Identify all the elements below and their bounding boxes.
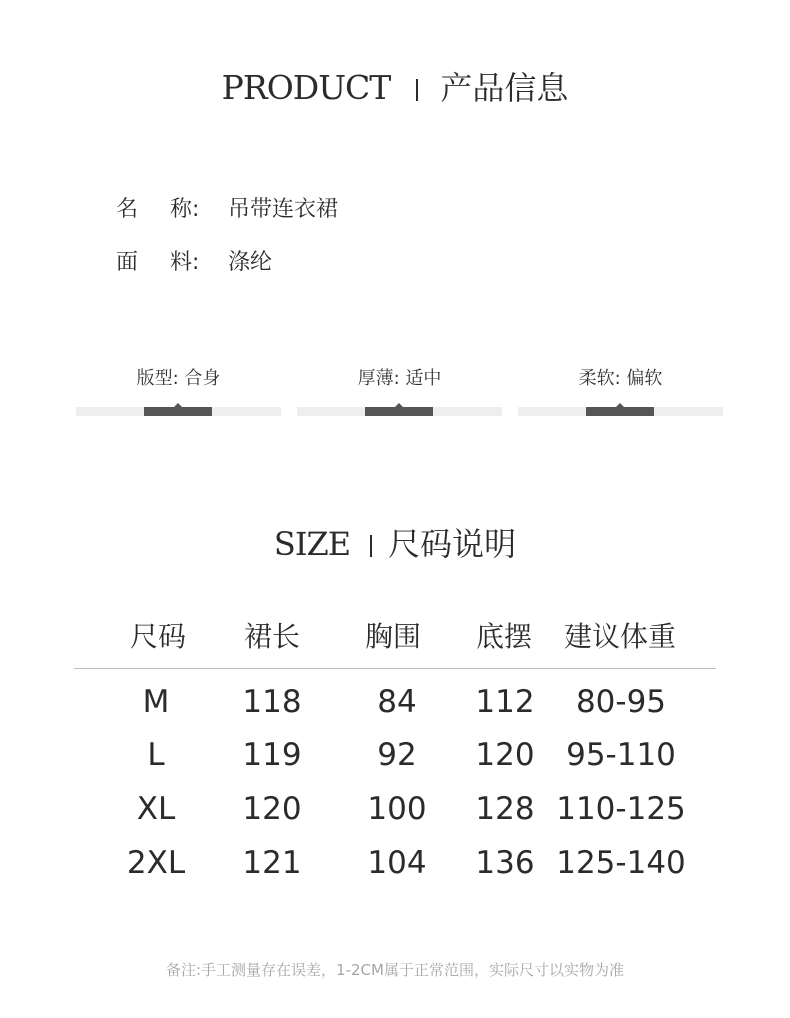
column-header-length: 裙长 bbox=[243, 620, 300, 653]
attribute-fit bbox=[76, 366, 281, 418]
table-divider bbox=[74, 668, 716, 669]
info-value-fabric: 涤纶 bbox=[228, 250, 273, 275]
table-cell: 118 bbox=[242, 684, 302, 720]
info-row-name bbox=[116, 195, 338, 225]
table-cell: M bbox=[142, 684, 170, 720]
table-cell: 120 bbox=[475, 737, 535, 773]
attribute-thickness bbox=[297, 366, 502, 418]
attribute-thickness-text: 厚薄: 适中 bbox=[357, 368, 442, 389]
table-cell: L bbox=[147, 737, 165, 773]
column-header-hem: 底摆 bbox=[475, 620, 532, 653]
attribute-scale-pointer bbox=[172, 403, 184, 409]
title-separator bbox=[370, 535, 372, 557]
column-header-bust: 胸围 bbox=[364, 620, 421, 653]
table-cell: 110-125 bbox=[556, 791, 686, 827]
title-separator bbox=[416, 79, 418, 101]
product-title-cn: 产品信息 bbox=[440, 69, 569, 107]
measurement-note: 备注:手工测量存在误差，1-2CM属于正常范围，实际尺寸以实物为准 bbox=[166, 961, 624, 979]
table-cell: 121 bbox=[242, 845, 302, 881]
table-cell: 136 bbox=[475, 845, 535, 881]
info-label: 名 称: bbox=[116, 197, 200, 222]
table-cell: 84 bbox=[377, 684, 417, 720]
size-section-title bbox=[0, 522, 790, 566]
table-cell: 128 bbox=[475, 791, 535, 827]
size-title-cn: 尺码说明 bbox=[388, 525, 517, 563]
column-header-weight: 建议体重 bbox=[563, 620, 676, 653]
attribute-scale-pointer bbox=[614, 403, 626, 409]
table-cell: XL bbox=[136, 791, 176, 827]
product-title-en: PRODUCT bbox=[221, 68, 391, 107]
column-header-size: 尺码 bbox=[129, 620, 186, 653]
table-cell: 2XL bbox=[126, 845, 186, 881]
table-cell: 112 bbox=[475, 684, 535, 720]
table-cell: 100 bbox=[367, 791, 427, 827]
info-row-fabric bbox=[116, 248, 272, 278]
attribute-scale-pointer bbox=[393, 403, 405, 409]
product-section-title bbox=[0, 66, 790, 110]
table-cell: 95-110 bbox=[566, 737, 676, 773]
attribute-softness-text: 柔软: 偏软 bbox=[578, 368, 663, 389]
info-label: 面 料: bbox=[116, 250, 200, 275]
size-title-en: SIZE bbox=[273, 525, 351, 563]
info-value-name: 吊带连衣裙 bbox=[228, 197, 339, 222]
table-cell: 104 bbox=[367, 845, 427, 881]
table-cell: 92 bbox=[377, 737, 417, 773]
table-cell: 119 bbox=[242, 737, 302, 773]
table-cell: 80-95 bbox=[575, 684, 667, 720]
table-cell: 125-140 bbox=[556, 845, 686, 881]
attribute-fit-text: 版型: 合身 bbox=[136, 368, 221, 389]
attribute-softness bbox=[518, 366, 723, 418]
table-cell: 120 bbox=[242, 791, 302, 827]
